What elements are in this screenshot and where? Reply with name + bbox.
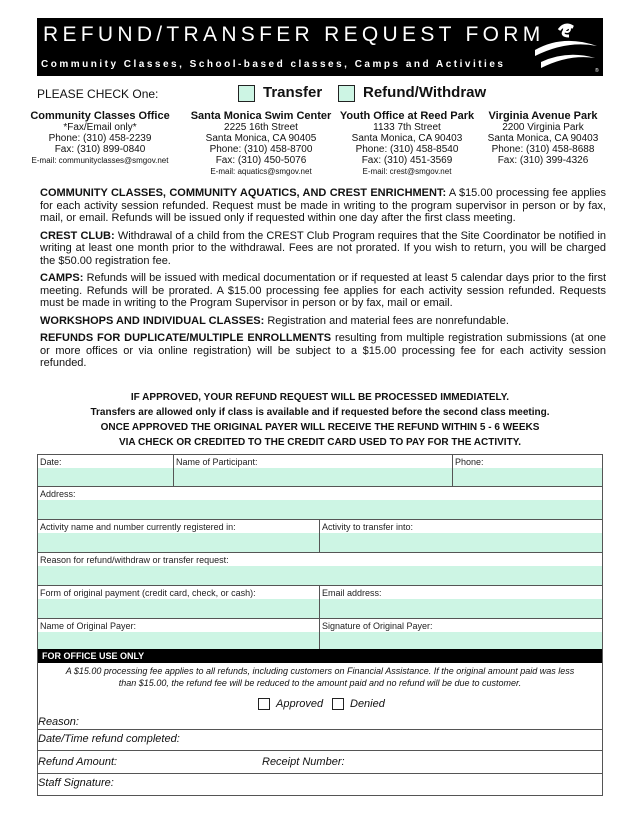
office-swim-center bbox=[186, 110, 336, 177]
email-label: Email address: bbox=[322, 588, 382, 598]
refund-checkbox[interactable] bbox=[338, 85, 355, 102]
office-line: *Fax/Email only* bbox=[63, 122, 137, 133]
participant-field[interactable] bbox=[174, 455, 453, 486]
request-form bbox=[37, 454, 603, 796]
office-line: Phone: (310) 458-8700 bbox=[209, 144, 313, 155]
office-community-classes bbox=[24, 110, 176, 166]
policy-text: A $15.00 processing fee applies for each activity session refunded. Request must be made in writing to the program supervisor in person or by fax, mail, or email. Refunds will be issued only if requested within one day after the first class meeting. bbox=[40, 187, 606, 224]
form-row-1 bbox=[38, 455, 602, 486]
activity-transfer-field[interactable] bbox=[320, 520, 602, 552]
date-input[interactable] bbox=[38, 468, 173, 486]
form-row-3 bbox=[38, 520, 602, 552]
policy-text: Withdrawal of a child from the CREST Club Program requires that the Site Coordinator be notified in writing at least one month prior to the withdrawal. Fees are not prorated. If you wish to return, you will be charged the $50.00 registration fee. bbox=[40, 229, 606, 267]
payment-field[interactable] bbox=[38, 586, 320, 618]
policy-text: resulting from multiple registration submissions (at one or more offices or via online registration) will be subject to a $15.00 processing fee for each activity session refunded. bbox=[40, 332, 606, 369]
payer-input[interactable] bbox=[38, 632, 319, 649]
office-line: Santa Monica, CA 90403 bbox=[487, 133, 599, 144]
reason-label: Reason for refund/withdraw or transfer request: bbox=[40, 555, 229, 565]
activity-current-label: Activity name and number currently registered in: bbox=[40, 522, 236, 532]
signature-input[interactable] bbox=[320, 632, 602, 649]
policy-heading: WORKSHOPS AND INDIVIDUAL CLASSES: bbox=[40, 314, 265, 327]
phone-input[interactable] bbox=[453, 468, 602, 486]
office-line: Fax: (310) 451-3569 bbox=[361, 155, 453, 166]
policy-paragraph bbox=[40, 230, 606, 268]
notice-line: Transfers are allowed only if class is available and if requested before the second class meeting. bbox=[90, 407, 550, 418]
office-line: 2200 Virginia Park bbox=[502, 122, 584, 133]
policy-paragraph bbox=[40, 315, 606, 328]
office-line: Fax: (310) 450-5076 bbox=[215, 155, 307, 166]
activity-transfer-input[interactable] bbox=[320, 533, 602, 552]
office-line: 1133 7th Street bbox=[373, 122, 441, 133]
office-reason-field[interactable] bbox=[38, 713, 602, 729]
email-field[interactable] bbox=[320, 586, 602, 618]
approval-notice bbox=[37, 390, 603, 450]
form-title: REFUND/TRANSFER REQUEST FORM bbox=[43, 23, 545, 46]
address-input[interactable] bbox=[38, 500, 602, 519]
policy-paragraph bbox=[40, 332, 606, 370]
office-name: Santa Monica Swim Center bbox=[190, 110, 332, 122]
policy-paragraph bbox=[40, 272, 606, 310]
denied-checkbox[interactable] bbox=[332, 698, 344, 710]
office-line: Santa Monica, CA 90403 bbox=[351, 133, 463, 144]
phone-label: Phone: bbox=[455, 457, 484, 467]
reason-input[interactable] bbox=[38, 566, 602, 585]
office-directory bbox=[24, 110, 620, 176]
request-type-row bbox=[37, 84, 603, 106]
transfer-label: Transfer bbox=[263, 84, 323, 101]
office-email: E-mail: aquatics@smgov.net bbox=[210, 167, 312, 176]
transfer-checkbox[interactable] bbox=[238, 85, 255, 102]
approved-checkbox[interactable] bbox=[258, 698, 270, 710]
check-one-label: PLEASE CHECK One: bbox=[37, 87, 159, 101]
policy-text: Refunds will be issued with medical documentation or if requested at least 5 calendar days prior to the first meeting. Refunds will be prorated. A $15.00 processing fee applies for each activity session refunded. Requests must be made in writing to the Program Supervisor in person or by fax, mail or email. bbox=[40, 272, 606, 309]
denied-label: Denied bbox=[350, 698, 385, 710]
office-reed-park bbox=[334, 110, 480, 177]
office-line: Phone: (310) 458-2239 bbox=[48, 133, 152, 144]
payment-label: Form of original payment (credit card, check, or cash): bbox=[40, 588, 256, 598]
participant-label: Name of Participant: bbox=[176, 457, 258, 467]
phone-field[interactable] bbox=[453, 455, 602, 486]
signature-label: Signature of Original Payer: bbox=[322, 621, 433, 631]
email-input[interactable] bbox=[320, 599, 602, 618]
office-reason-label: Reason: bbox=[38, 716, 79, 728]
notice-line: IF APPROVED, YOUR REFUND REQUEST WILL BE PROCESSED IMMEDIATELY. bbox=[130, 392, 510, 403]
refund-label: Refund/Withdraw bbox=[363, 84, 487, 101]
office-email: E-mail: crest@smgov.net bbox=[362, 167, 452, 176]
policy-heading: COMMUNITY CLASSES, COMMUNITY AQUATICS, AND CREST ENRICHMENT: bbox=[40, 187, 447, 199]
policy-heading: REFUNDS FOR DUPLICATE/MULTIPLE ENROLLMENTS bbox=[40, 332, 332, 344]
form-row-4 bbox=[38, 553, 602, 585]
form-header bbox=[37, 18, 603, 76]
payer-field[interactable] bbox=[38, 619, 320, 649]
date-label: Date: bbox=[40, 457, 62, 467]
refund-policies bbox=[40, 187, 606, 375]
participant-input[interactable] bbox=[174, 468, 452, 486]
office-use-bar: FOR OFFICE USE ONLY bbox=[38, 649, 602, 663]
office-line: Fax: (310) 399-4326 bbox=[497, 155, 589, 166]
office-name: Community Classes Office bbox=[30, 110, 170, 122]
santa-monica-logo-icon bbox=[531, 20, 601, 74]
refund-amount-label: Refund Amount: bbox=[38, 756, 118, 768]
office-virginia-park bbox=[476, 110, 610, 166]
policy-paragraph bbox=[40, 187, 606, 225]
form-row-5 bbox=[38, 586, 602, 618]
decision-row bbox=[38, 697, 602, 713]
activity-current-input[interactable] bbox=[38, 533, 319, 552]
refund-completed-label: Date/Time refund completed: bbox=[38, 733, 180, 745]
office-email: E-mail: communityclasses@smgov.net bbox=[31, 156, 169, 165]
payment-input[interactable] bbox=[38, 599, 319, 618]
refund-amount-row bbox=[38, 751, 602, 773]
address-field[interactable] bbox=[38, 487, 602, 519]
notice-line: VIA CHECK OR CREDITED TO THE CREDIT CARD USED TO PAY FOR THE ACTIVITY. bbox=[118, 437, 522, 448]
form-subtitle: Community Classes, School-based classes, Camps and Activities bbox=[41, 59, 506, 70]
svg-text:®: ® bbox=[595, 68, 599, 74]
refund-completed-field[interactable] bbox=[38, 730, 602, 750]
receipt-number-label: Receipt Number: bbox=[262, 756, 345, 768]
address-label: Address: bbox=[40, 489, 76, 499]
policy-heading: CREST CLUB: bbox=[40, 229, 115, 242]
office-line: Fax: (310) 899-0840 bbox=[54, 144, 146, 155]
activity-current-field[interactable] bbox=[38, 520, 320, 552]
policy-heading: CAMPS: bbox=[40, 272, 84, 284]
form-row-2 bbox=[38, 487, 602, 519]
reason-field[interactable] bbox=[38, 553, 602, 585]
office-name: Youth Office at Reed Park bbox=[339, 110, 475, 122]
payer-label: Name of Original Payer: bbox=[40, 621, 137, 631]
form-row-6 bbox=[38, 619, 602, 649]
office-line: Phone: (310) 458-8688 bbox=[491, 144, 595, 155]
approved-label: Approved bbox=[276, 698, 324, 710]
office-line: 2225 16th Street bbox=[224, 122, 298, 133]
office-name: Virginia Avenue Park bbox=[488, 110, 598, 122]
activity-transfer-label: Activity to transfer into: bbox=[322, 522, 414, 532]
office-line: Santa Monica, CA 90405 bbox=[205, 133, 317, 144]
office-use-note: A $15.00 processing fee applies to all refunds, including customers on Financial Assistance. If the original amount paid was less than $15.00, the refund fee will be reduced to the amount paid and no refund will be due to customer. bbox=[65, 666, 575, 688]
notice-line: ONCE APPROVED THE ORIGINAL PAYER WILL RECEIVE THE REFUND WITHIN 5 - 6 WEEKS bbox=[100, 422, 540, 433]
policy-text: Registration and material fees are nonrefundable. bbox=[264, 314, 509, 327]
staff-signature-field[interactable] bbox=[38, 774, 602, 795]
signature-field[interactable] bbox=[320, 619, 602, 649]
staff-signature-label: Staff Signature: bbox=[38, 777, 114, 789]
office-line: Phone: (310) 458-8540 bbox=[355, 144, 459, 155]
date-field[interactable] bbox=[38, 455, 174, 486]
